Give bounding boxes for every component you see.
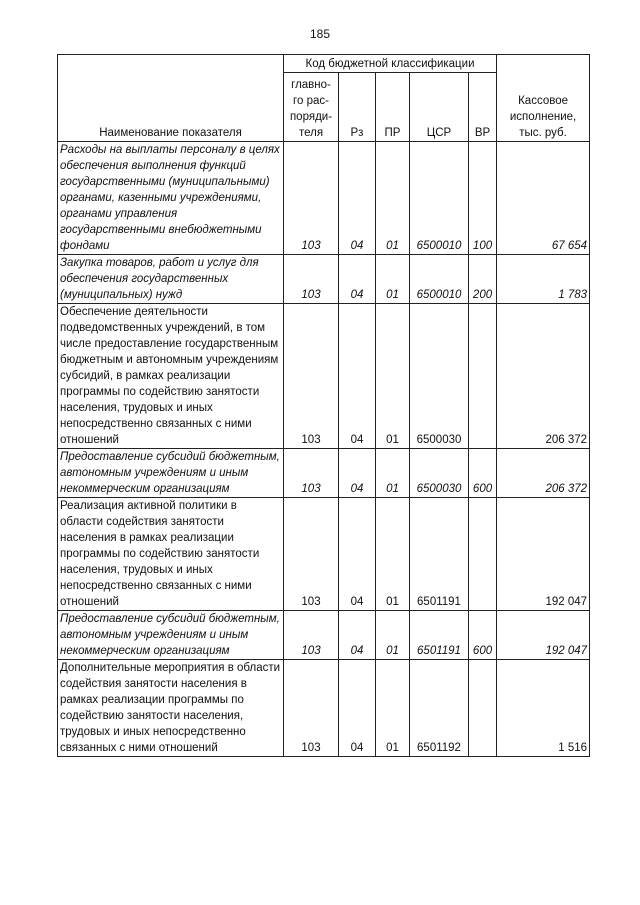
row-cash: 1 516	[497, 660, 590, 757]
table-row	[58, 660, 590, 757]
row-rz: 04	[339, 304, 376, 449]
row-name: Реализация активной политики в области содействия занятости населения в рамках реализации программы по содействию занятости населения, трудовых и иных непосредственно связанных с ними отношений	[58, 498, 284, 611]
table-row	[58, 449, 590, 498]
budget-table	[57, 54, 590, 757]
row-csr: 6501191	[410, 611, 469, 660]
row-name: Закупка товаров, работ и услуг для обеспечения государственных (муниципальных) нужд	[58, 255, 284, 304]
row-gr: 103	[284, 255, 339, 304]
row-csr: 6500030	[410, 449, 469, 498]
row-vr: 600	[469, 449, 497, 498]
row-pr: 01	[376, 611, 410, 660]
row-pr: 01	[376, 660, 410, 757]
header-rz: Рз	[339, 73, 376, 142]
row-name: Предоставление субсидий бюджетным, автономным учреждениям и иным некоммерческим организациям	[58, 449, 284, 498]
row-pr: 01	[376, 304, 410, 449]
row-pr: 01	[376, 142, 410, 255]
row-cash: 206 372	[497, 304, 590, 449]
row-name: Дополнительные мероприятия в области содействия занятости населения в рамках реализации программы по содействию занятости населения, трудовых и иных непосредственно связанных с ними отношений	[58, 660, 284, 757]
table-row	[58, 498, 590, 611]
row-gr: 103	[284, 498, 339, 611]
header-code-group: Код бюджетной классификации	[284, 55, 497, 73]
row-csr: 6501191	[410, 498, 469, 611]
table-row	[58, 304, 590, 449]
row-rz: 04	[339, 611, 376, 660]
row-csr: 6500010	[410, 142, 469, 255]
row-vr: 100	[469, 142, 497, 255]
row-pr: 01	[376, 449, 410, 498]
row-name: Расходы на выплаты персоналу в целях обеспечения выполнения функций государственными (муниципальными) органами, казенными учреждениями, органами управления государственными внебюджетными фондами	[58, 142, 284, 255]
table-row	[58, 611, 590, 660]
row-cash: 192 047	[497, 611, 590, 660]
row-rz: 04	[339, 255, 376, 304]
row-gr: 103	[284, 660, 339, 757]
row-csr: 6500010	[410, 255, 469, 304]
row-csr: 6501192	[410, 660, 469, 757]
row-vr	[469, 498, 497, 611]
header-gr: главно-го рас-поряди-теля	[284, 73, 339, 142]
row-vr	[469, 304, 497, 449]
header-csr: ЦСР	[410, 73, 469, 142]
row-cash: 192 047	[497, 498, 590, 611]
row-vr: 200	[469, 255, 497, 304]
header-pr: ПР	[376, 73, 410, 142]
row-vr: 600	[469, 611, 497, 660]
header-cash: Кассовое исполнение, тыс. руб.	[497, 55, 590, 142]
row-name: Обеспечение деятельности подведомственных учреждений, в том числе предоставление государственным бюджетным и автономным учреждениям субсидий, в рамках реализации программы по содействию занятости населения, трудовых и иных непосредственно связанных с ними отношений	[58, 304, 284, 449]
row-csr: 6500030	[410, 304, 469, 449]
row-gr: 103	[284, 611, 339, 660]
table-row	[58, 255, 590, 304]
row-cash: 1 783	[497, 255, 590, 304]
row-gr: 103	[284, 304, 339, 449]
page-number: 185	[309, 27, 331, 41]
header-name: Наименование показателя	[58, 55, 284, 142]
row-rz: 04	[339, 449, 376, 498]
row-cash: 67 654	[497, 142, 590, 255]
header-vr: ВР	[469, 73, 497, 142]
table-row	[58, 142, 590, 255]
row-name: Предоставление субсидий бюджетным, автономным учреждениям и иным некоммерческим организациям	[58, 611, 284, 660]
row-gr: 103	[284, 449, 339, 498]
row-vr	[469, 660, 497, 757]
row-rz: 04	[339, 498, 376, 611]
row-rz: 04	[339, 660, 376, 757]
row-gr: 103	[284, 142, 339, 255]
row-rz: 04	[339, 142, 376, 255]
table-header-row	[58, 55, 590, 73]
row-pr: 01	[376, 498, 410, 611]
row-pr: 01	[376, 255, 410, 304]
row-cash: 206 372	[497, 449, 590, 498]
